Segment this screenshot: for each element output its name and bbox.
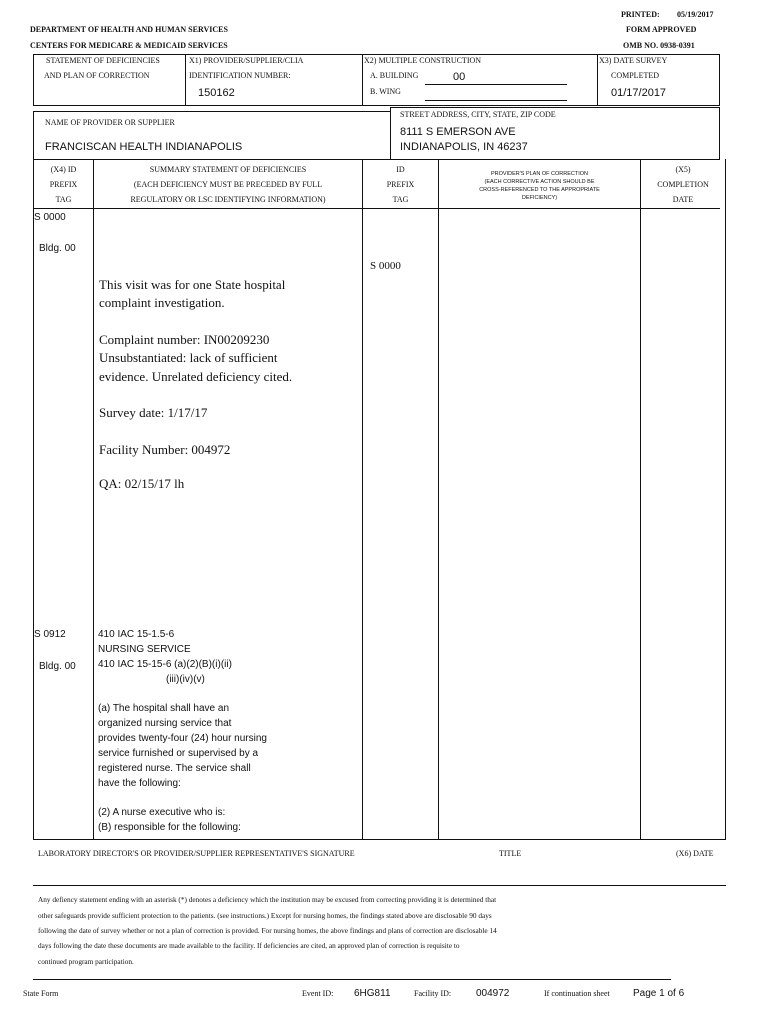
x6-date-label: (X6) DATE: [676, 849, 714, 858]
statement-label-2: AND PLAN OF CORRECTION: [44, 71, 150, 80]
department-title: DEPARTMENT OF HEALTH AND HUMAN SERVICES: [30, 25, 228, 34]
disclaimer-line-2: other safeguards provide sufficient protection to the patients. (see instructions.) Except for nursing homes, the findings stated above are disclosable 90 days: [38, 911, 492, 920]
disclaimer-line-4: days following the date these documents are made available to the facility. If deficiencies are cited, an approved plan of correction is requisite to: [38, 941, 460, 950]
address-line-2: INDIANAPOLIS, IN 46237: [400, 141, 528, 153]
facility-id-value: 004972: [476, 988, 510, 999]
x4-tag-label: TAG: [55, 195, 72, 204]
address-line-1: 8111 S EMERSON AVE: [400, 126, 516, 138]
plan-header-3: CROSS-REFERENCED TO THE APPROPRIATE: [479, 187, 600, 193]
page-indicator: Page 1 of 6: [633, 988, 685, 999]
building-label: A. BUILDING: [370, 71, 419, 80]
regulation-line-1: 410 IAC 15-1.5-6: [98, 629, 175, 640]
omb-number: OMB NO. 0938-0391: [623, 41, 695, 50]
wing-label: B. WING: [370, 87, 401, 96]
state-form-label: State Form: [23, 989, 59, 998]
summary-header-1: SUMMARY STATEMENT OF DEFICIENCIES: [149, 165, 307, 174]
continuation-sheet-label: If continuation sheet: [544, 989, 610, 998]
date-label: DATE: [672, 195, 694, 204]
visit-line-1: This visit was for one State hospital: [99, 277, 286, 292]
event-id-label: Event ID:: [302, 989, 334, 998]
survey-date-text: Survey date: 1/17/17: [99, 405, 208, 420]
paragraph-a-line-4: service furnished or supervised by a: [98, 748, 259, 759]
id-tag-s0000: S 0000: [370, 260, 401, 272]
regulation-line-2: NURSING SERVICE: [98, 644, 191, 655]
id-label: ID: [396, 165, 405, 174]
paragraph-2-line-1: (2) A nurse executive who is:: [98, 807, 226, 818]
building-value: 00: [453, 71, 466, 83]
complaint-number: Complaint number: IN00209230: [99, 332, 270, 347]
survey-date-value: 01/17/2017: [611, 87, 667, 99]
plan-header-4: DEFICIENCY): [521, 195, 558, 201]
statement-label-1: STATEMENT OF DEFICIENCIES: [46, 56, 160, 65]
id-tag-label: TAG: [392, 195, 409, 204]
summary-header-2: (EACH DEFICIENCY MUST BE PRECEDED BY FULL: [133, 180, 323, 189]
provider-name-label: NAME OF PROVIDER OR SUPPLIER: [45, 118, 175, 127]
facility-id-label: Facility ID:: [414, 989, 452, 998]
x1-label: X1) PROVIDER/SUPPLIER/CLIA: [189, 56, 304, 65]
address-label: STREET ADDRESS, CITY, STATE, ZIP CODE: [400, 110, 556, 119]
x4-prefix-label: PREFIX: [49, 180, 78, 189]
disclaimer-line-1: Any defiency statement ending with an asterisk (*) denotes a deficiency which the institution may be excused from correcting providing it is determined that: [38, 895, 497, 904]
completion-label: COMPLETION: [657, 180, 709, 189]
x4-id-label: (X4) ID: [50, 165, 77, 174]
printed-date: 05/19/2017: [677, 10, 714, 19]
plan-header-1: PROVIDER'S PLAN OF CORRECTION: [490, 171, 588, 177]
x5-label: (X5): [675, 165, 691, 174]
paragraph-a-line-3: provides twenty-four (24) hour nursing: [98, 733, 267, 744]
plan-header-2: (EACH CORRECTIVE ACTION SHOULD BE: [484, 179, 595, 185]
provider-name: FRANCISCAN HEALTH INDIANAPOLIS: [45, 141, 243, 153]
complaint-evidence: evidence. Unrelated deficiency cited.: [99, 369, 293, 384]
id-prefix-label: PREFIX: [386, 180, 415, 189]
summary-header-3: REGULATORY OR LSC IDENTIFYING INFORMATION): [130, 195, 326, 204]
facility-number-text: Facility Number: 004972: [99, 442, 231, 457]
x2-label: X2) MULTIPLE CONSTRUCTION: [364, 56, 482, 65]
complaint-status: Unsubstantiated: lack of sufficient: [99, 350, 278, 365]
bldg-label-2: Bldg. 00: [39, 661, 76, 672]
tag-s0912: S 0912: [34, 629, 66, 640]
signature-label: LABORATORY DIRECTOR'S OR PROVIDER/SUPPLIER REPRESENTATIVE'S SIGNATURE: [38, 849, 355, 858]
event-id-value: 6HG811: [354, 988, 391, 999]
paragraph-2-line-2: (B) responsible for the following:: [98, 822, 241, 833]
disclaimer-line-5: continued program participation.: [38, 957, 134, 966]
paragraph-a-line-6: have the following:: [98, 778, 181, 789]
paragraph-a-line-1: (a) The hospital shall have an: [98, 703, 230, 714]
printed-label: PRINTED:: [621, 10, 660, 19]
x3-label: X3) DATE SURVEY: [599, 56, 668, 65]
provider-id-value: 150162: [198, 87, 235, 99]
regulation-line-4: (iii)(iv)(v): [166, 674, 205, 685]
paragraph-a-line-2: organized nursing service that: [98, 718, 232, 729]
title-label: TITLE: [499, 849, 522, 858]
paragraph-a-line-5: registered nurse. The service shall: [98, 763, 251, 774]
centers-title: CENTERS FOR MEDICARE & MEDICAID SERVICES: [30, 41, 228, 50]
visit-line-2: complaint investigation.: [99, 295, 225, 310]
regulation-line-3: 410 IAC 15-15-6 (a)(2)(B)(i)(ii): [98, 659, 232, 670]
bldg-label-1: Bldg. 00: [39, 243, 76, 254]
form-approved: FORM APPROVED: [626, 25, 697, 34]
disclaimer-line-3: following the date of survey whether or not a plan of correction is provided. For nursing homes, the above findings and plans of correction are disclosable 14: [38, 926, 497, 935]
completed-label: COMPLETED: [611, 71, 659, 80]
identification-label: IDENTIFICATION NUMBER:: [189, 71, 291, 80]
tag-s0000: S 0000: [34, 212, 66, 223]
qa-text: QA: 02/15/17 lh: [99, 476, 185, 491]
